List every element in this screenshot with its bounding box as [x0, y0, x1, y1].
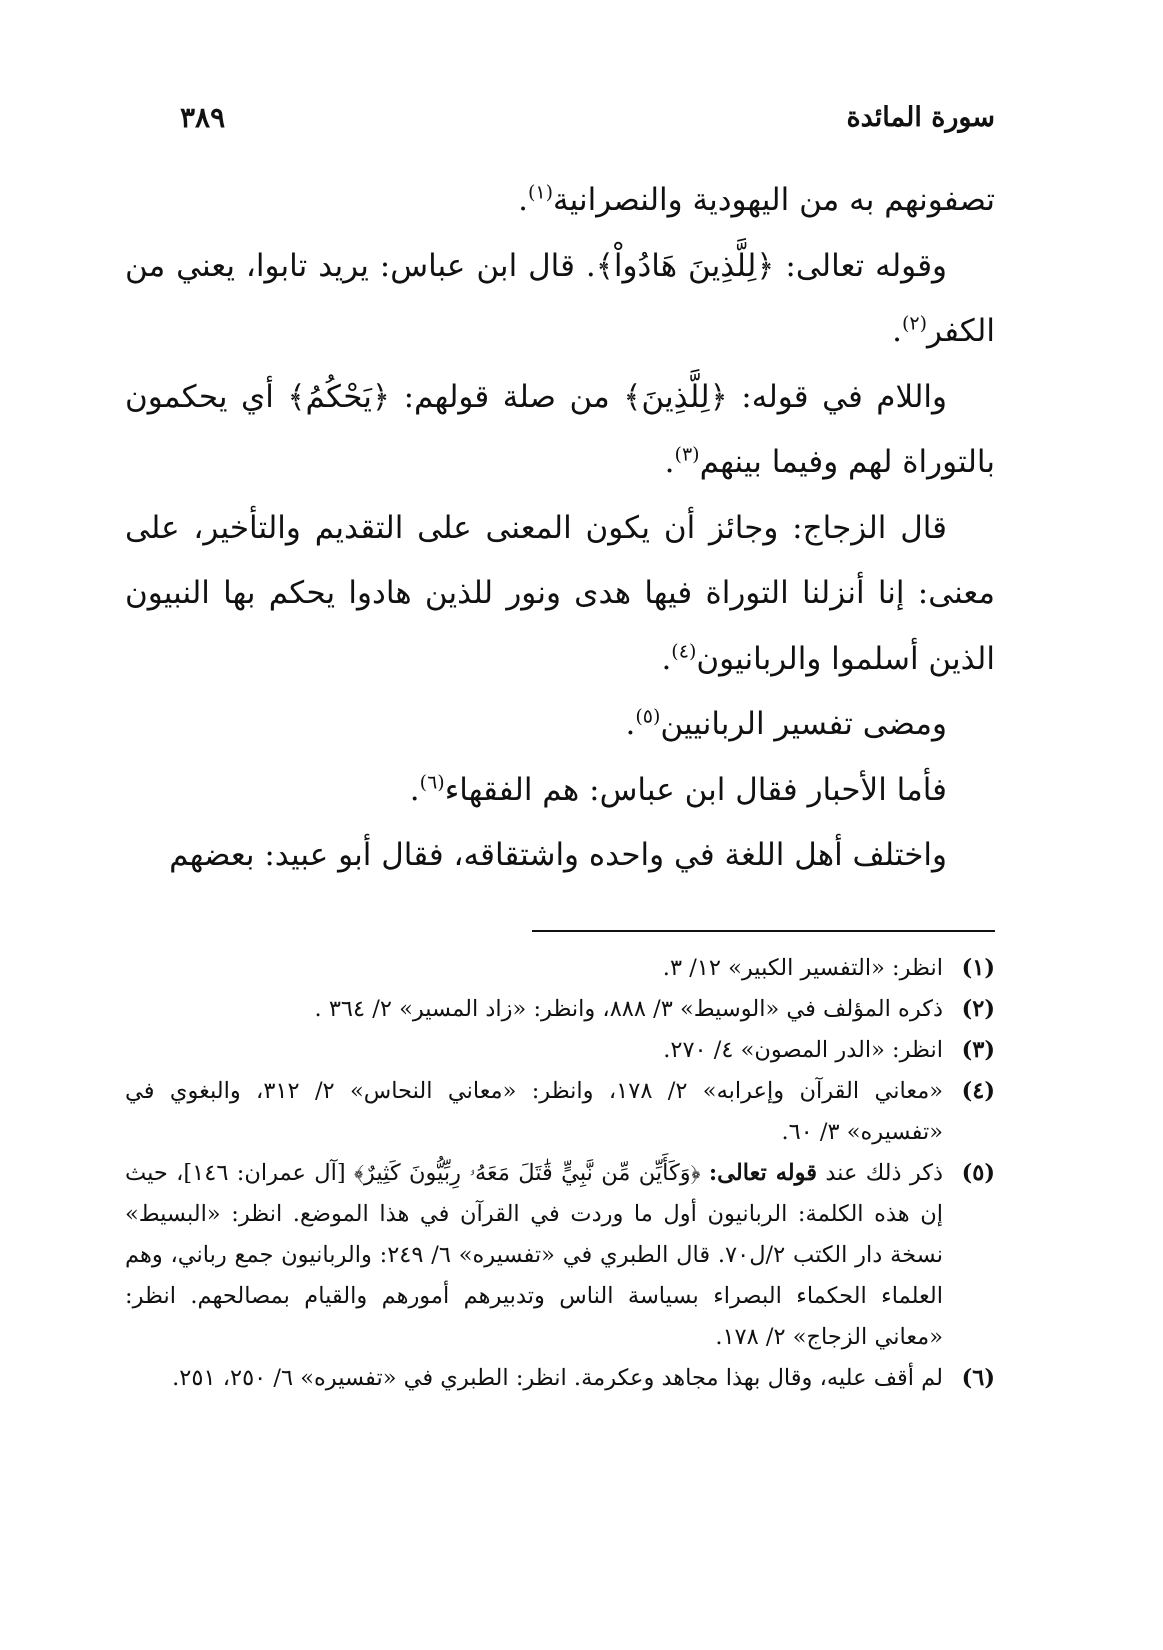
- footnote-number: (٤): [961, 1078, 995, 1104]
- main-text: [125, 168, 995, 889]
- footnote-number: (٦): [961, 1365, 995, 1391]
- bold-phrase: قوله تعالى:: [708, 1160, 818, 1186]
- footnote-separator: [532, 930, 995, 932]
- footnote-ref-3[interactable]: (٣): [674, 443, 700, 466]
- footnote-item: [125, 1153, 995, 1358]
- footnote-ref-1[interactable]: (١): [527, 181, 554, 204]
- paragraph-4: قال الزجاج: وجائز أن يكون المعنى على التقديم والتأخير، على معنى: إنا أنزلنا التوراة فيها هدى ونور للذين هادوا يحكم بها النبيون الذين أسلموا والربانيون$^{(٤)}$.: [125, 509, 995, 677]
- footnote-number: (١): [961, 955, 995, 981]
- footnote-text: «معاني القرآن وإعرابه» ٢/ ١٧٨، وانظر: «معاني النحاس» ٢/ ٣١٢، والبغوي في «تفسيره» ٣/ ٦٠.: [125, 1078, 944, 1145]
- footnote-item: [125, 1358, 995, 1399]
- paragraph-5: ومضى تفسير الربانيين$^{(٥)}$.: [625, 705, 947, 742]
- footnote-text: لم أقف عليه، وقال بهذا مجاهد وعكرمة. انظر: الطبري في «تفسيره» ٦/ ٢٥٠، ٢٥١.: [172, 1365, 943, 1391]
- paragraph-1: تصفونهم به من اليهودية والنصرانية$^{(١)}$.: [518, 181, 995, 218]
- footnote-ref-5[interactable]: (٥): [635, 705, 661, 728]
- footnote-item: [125, 1071, 995, 1153]
- footnotes: [125, 948, 995, 1399]
- quran-quote: ﴿لِلَّذِينَ﴾: [623, 378, 728, 415]
- footnote-item: [125, 1030, 995, 1071]
- quran-quote: ﴿يَحْكُمُ﴾: [287, 378, 391, 415]
- footnote-text: ذكر ذلك عند قوله تعالى: ﴿وَكَأَيِّن مِّن نَّبِيٍّ قَٰتَلَ مَعَهُۥ رِبِّيُّونَ كَثِيرٌ﴾ [آل عمران: ١٤٦]، حيث إن هذه الكلمة: الربانيون أول ما وردت في القرآن في هذا الموضع. انظر: «البسيط» نسخة دار الكتب ٢/ل٧٠. قال الطبري في «تفسيره» ٦/ ٢٤٩: والربانيون جمع رباني، وهم العلماء الحكماء البصراء بسياسة الناس وتدبيرهم أمورهم والقيام بمصالحهم. انظر: «معاني الزجاج» ٢/ ١٧٨.: [125, 1160, 944, 1350]
- footnote-item: [125, 989, 995, 1030]
- quran-quote: ﴿لِلَّذِينَ هَادُواْ﴾: [595, 247, 775, 284]
- paragraph-6: فأما الأحبار فقال ابن عباس: هم الفقهاء$^{(٦)}$.: [409, 771, 947, 808]
- paragraph-7: واختلف أهل اللغة في واحده واشتقاقه، فقال أبو عبيد: بعضهم: [169, 837, 947, 873]
- quran-quote: ﴿وَكَأَيِّن مِّن نَّبِيٍّ قَٰتَلَ مَعَهُۥ رِبِّيُّونَ كَثِيرٌ﴾: [353, 1160, 709, 1186]
- paragraph-3: واللام في قوله: ﴿لِلَّذِينَ﴾ من صلة قولهم: ﴿يَحْكُمُ﴾ أي يحكمون بالتوراة لهم وفيما بينهم$^{(٣)}$.: [125, 378, 995, 480]
- footnote-number: (٣): [961, 1037, 995, 1063]
- footnote-text: انظر: «التفسير الكبير» ١٢/ ٣.: [662, 955, 943, 981]
- footnote-item: [125, 948, 995, 989]
- footnote-text: ذكره المؤلف في «الوسيط» ٣/ ٨٨٨، وانظر: «زاد المسير» ٢/ ٣٦٤ .: [314, 996, 943, 1022]
- footnote-number: (٢): [961, 996, 995, 1022]
- page-number: ٣٨٩: [180, 100, 226, 134]
- page-header: [180, 92, 995, 142]
- footnote-number: (٥): [961, 1160, 995, 1186]
- running-title: سورة المائدة: [846, 101, 995, 133]
- footnote-text: انظر: «الدر المصون» ٤/ ٢٧٠.: [663, 1037, 943, 1063]
- footnote-ref-2[interactable]: (٢): [901, 312, 928, 335]
- footnote-ref-6[interactable]: (٦): [419, 771, 445, 794]
- footnote-ref-4[interactable]: (٤): [671, 640, 697, 663]
- paragraph-2: وقوله تعالى: ﴿لِلَّذِينَ هَادُواْ﴾. قال ابن عباس: يريد تابوا، يعني من الكفر$^{(٢)}$.: [125, 247, 995, 349]
